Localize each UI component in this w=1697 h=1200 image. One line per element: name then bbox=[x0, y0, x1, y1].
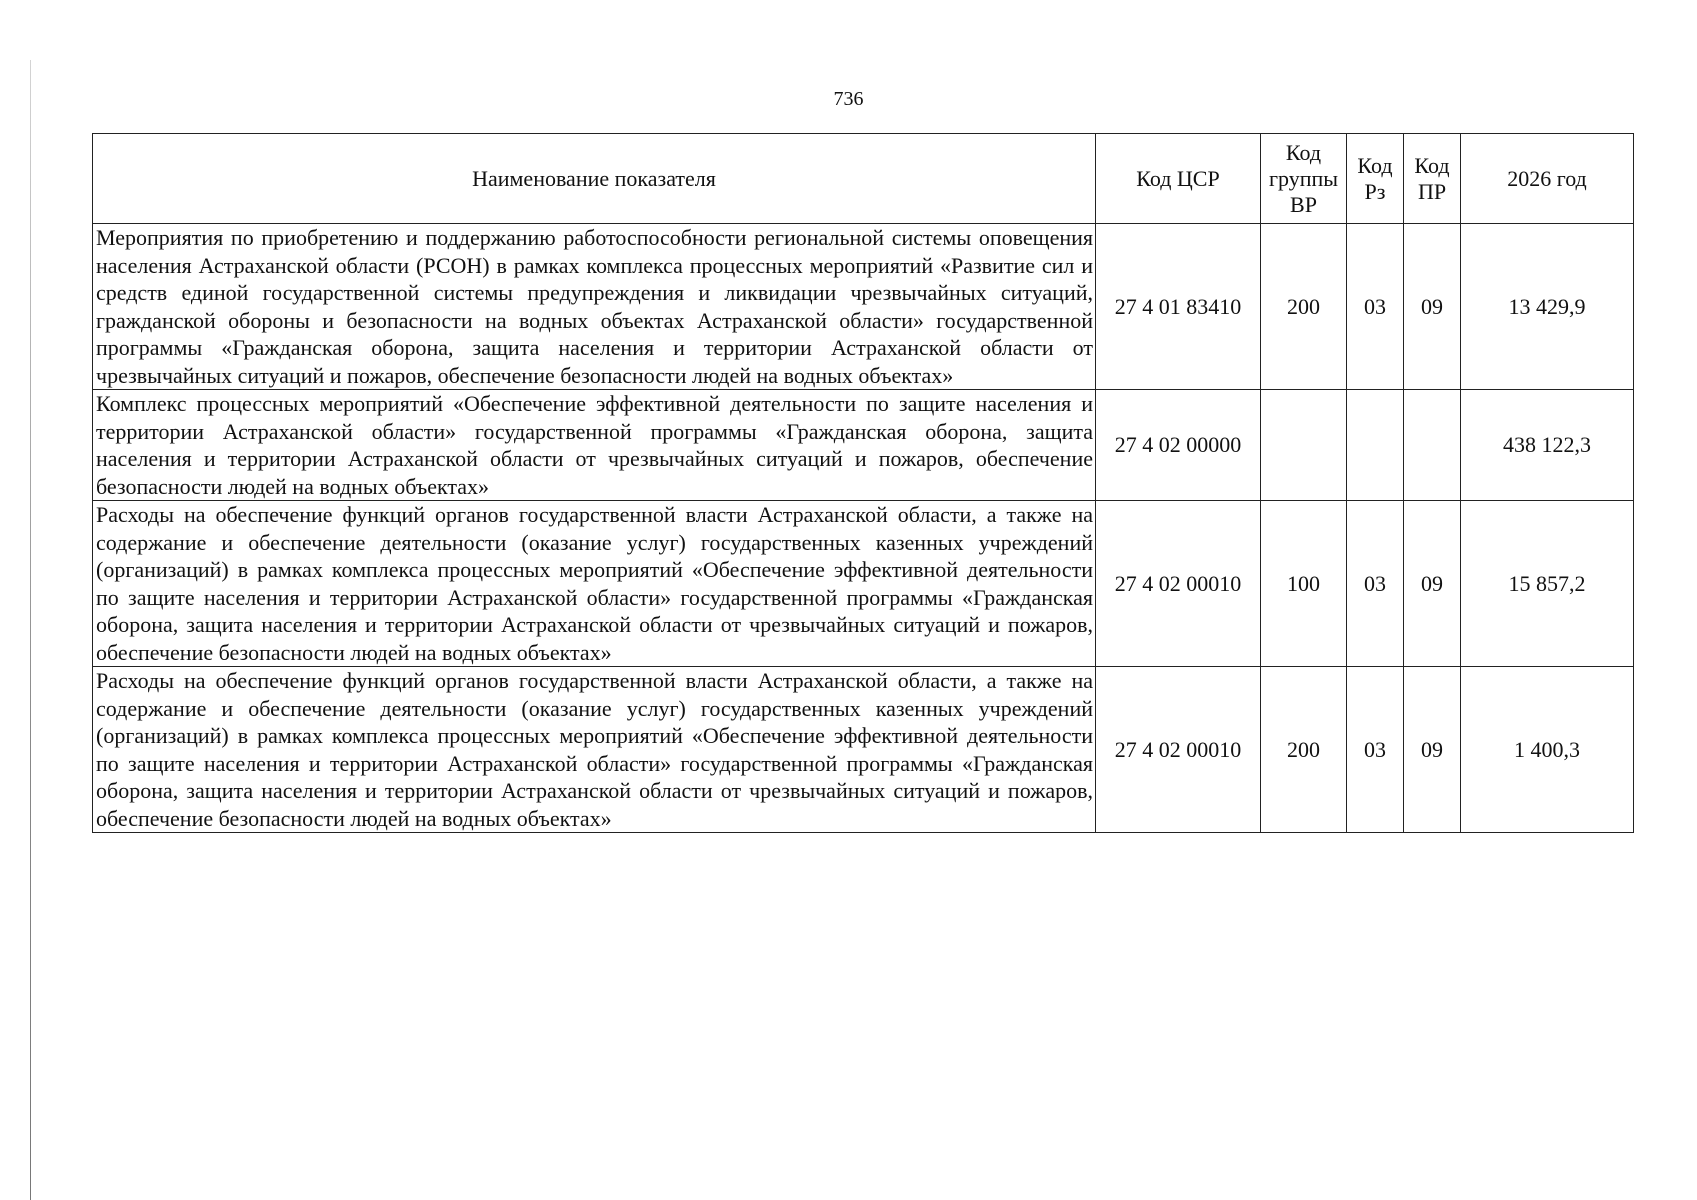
table-row bbox=[93, 390, 1634, 501]
page-number: 736 bbox=[833, 88, 864, 110]
row-pr-code bbox=[1404, 390, 1461, 501]
scan-margin-line bbox=[30, 60, 31, 1200]
header-year: 2026 год bbox=[1461, 134, 1634, 224]
header-rz-code: Код Рз bbox=[1347, 134, 1404, 224]
row-vr-code bbox=[1261, 390, 1347, 501]
budget-table bbox=[92, 133, 1634, 833]
row-rz-code bbox=[1347, 390, 1404, 501]
row-vr-code: 100 bbox=[1261, 501, 1347, 667]
row-name: Комплекс процессных мероприятий «Обеспечение эффективной деятельности по защите населения и территории Астраханской области» государственной программы «Гражданская оборона, защита населения и территории Астраханской области от чрезвычайных ситуаций и пожаров, обеспечение безопасности людей на водных объектах» bbox=[93, 390, 1096, 501]
row-csr-code: 27 4 02 00010 bbox=[1096, 667, 1261, 833]
header-pr-code: Код ПР bbox=[1404, 134, 1461, 224]
row-amount: 13 429,9 bbox=[1461, 224, 1634, 390]
table-header-row bbox=[93, 134, 1634, 224]
row-vr-code: 200 bbox=[1261, 224, 1347, 390]
row-amount: 438 122,3 bbox=[1461, 390, 1634, 501]
header-name: Наименование показателя bbox=[93, 134, 1096, 224]
row-name: Расходы на обеспечение функций органов государственной власти Астраханской области, а также на содержание и обеспечение деятельности (оказание услуг) государственных казенных учреждений (организаций) в рамках комплекса процессных мероприятий «Обеспечение эффективной деятельности по защите населения и территории Астраханской области» государственной программы «Гражданская оборона, защита населения и территории Астраханской области от чрезвычайных ситуаций и пожаров, обеспечение безопасности людей на водных объектах» bbox=[93, 667, 1096, 833]
row-rz-code: 03 bbox=[1347, 667, 1404, 833]
row-name: Расходы на обеспечение функций органов государственной власти Астраханской области, а также на содержание и обеспечение деятельности (оказание услуг) государственных казенных учреждений (организаций) в рамках комплекса процессных мероприятий «Обеспечение эффективной деятельности по защите населения и территории Астраханской области» государственной программы «Гражданская оборона, защита населения и территории Астраханской области от чрезвычайных ситуаций и пожаров, обеспечение безопасности людей на водных объектах» bbox=[93, 501, 1096, 667]
row-csr-code: 27 4 02 00000 bbox=[1096, 390, 1261, 501]
row-amount: 15 857,2 bbox=[1461, 501, 1634, 667]
row-csr-code: 27 4 02 00010 bbox=[1096, 501, 1261, 667]
table-row bbox=[93, 501, 1634, 667]
row-vr-code: 200 bbox=[1261, 667, 1347, 833]
row-name: Мероприятия по приобретению и поддержанию работоспособности региональной системы оповещения населения Астраханской области (РСОН) в рамках комплекса процессных мероприятий «Развитие сил и средств единой государственной системы предупреждения и ликвидации чрезвычайных ситуаций, гражданской обороны и безопасности на водных объектах Астраханской области» государственной программы «Гражданская оборона, защита населения и территории Астраханской области от чрезвычайных ситуаций и пожаров, обеспечение безопасности людей на водных объектах» bbox=[93, 224, 1096, 390]
table-row bbox=[93, 667, 1634, 833]
row-pr-code: 09 bbox=[1404, 224, 1461, 390]
table-row bbox=[93, 224, 1634, 390]
row-pr-code: 09 bbox=[1404, 501, 1461, 667]
header-vr-code: Код группы ВР bbox=[1261, 134, 1347, 224]
row-csr-code: 27 4 01 83410 bbox=[1096, 224, 1261, 390]
header-csr-code: Код ЦСР bbox=[1096, 134, 1261, 224]
row-rz-code: 03 bbox=[1347, 224, 1404, 390]
row-amount: 1 400,3 bbox=[1461, 667, 1634, 833]
row-rz-code: 03 bbox=[1347, 501, 1404, 667]
row-pr-code: 09 bbox=[1404, 667, 1461, 833]
